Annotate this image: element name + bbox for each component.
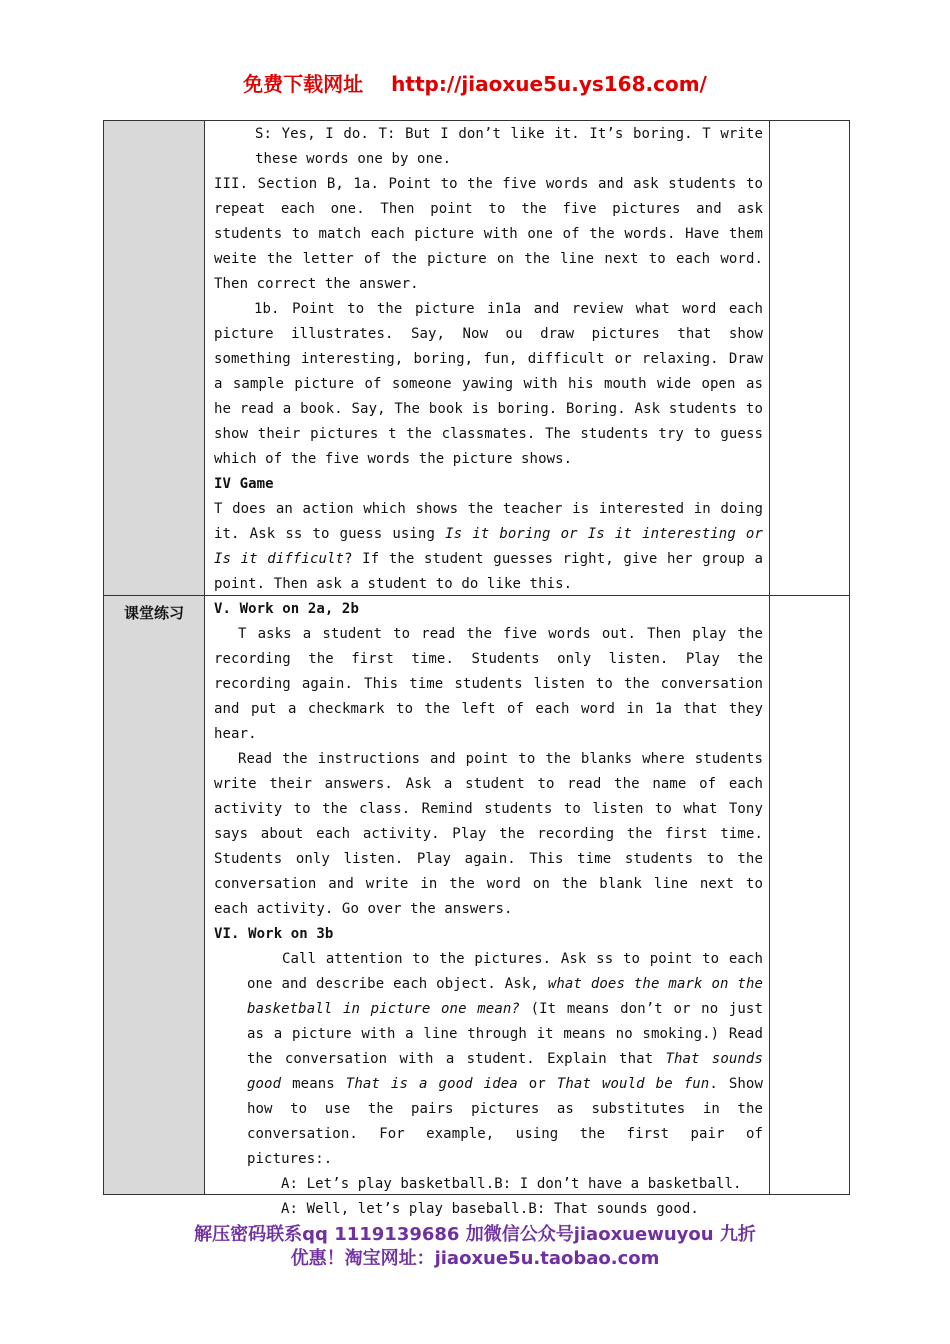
row-label: 课堂练习: [123, 604, 184, 622]
table-row: [104, 596, 850, 1195]
italic-text: That would be fun: [556, 1076, 710, 1092]
notes-cell: [770, 596, 850, 1195]
paragraph: 1b. Point to the picture in1a and review what word each picture illustrates. Say, Now ou draw pictures that show something interesting, boring, fun, difficult or relaxing. Draw a sample picture of someone yawing with his mouth wide open as he read a book. Say, The book is boring. Boring. Ask students to show their pictures t the classmates. The students try to guess which of the five words the picture shows.: [214, 301, 763, 467]
content-cell: [205, 121, 770, 596]
paragraph: S: Yes, I do. T: But I don’t like it. It’s boring. T write these words one by one.: [255, 126, 763, 167]
label-cell-empty: [104, 121, 205, 596]
italic-text: Is it boring or Is it interesting or Is it difficult: [214, 526, 763, 567]
section-heading: VI. Work on 3b: [214, 926, 334, 942]
paragraph: [214, 497, 763, 597]
paragraph: III. Section B, 1a. Point to the five words and ask students to repeat each one. Then point to the five pictures and ask students to match each picture with one of the words. Have them weite the letter of the picture on the line next to each word. Then correct the answer.: [214, 176, 763, 292]
italic-text: what does the mark on the basketball in picture one mean?: [247, 976, 764, 1017]
text-run: T does an action which shows the teacher is interested in doing it. Ask ss to guess using: [214, 501, 763, 542]
text-run: ? If the student guesses right, give her group a point. Then ask a student to do like this.: [214, 551, 763, 592]
text-run: . Show how to use the pairs pictures as substitutes in the conversation. For example, using the first pair of pictures:.: [247, 1076, 763, 1167]
section-heading: IV Game: [214, 476, 274, 492]
footer-line-1: 解压密码联系qq 1119139686 加微信公众号jiaoxuewuyou 九折: [194, 1224, 756, 1245]
dialog-line: A: Let’s play basketball.B: I don’t have a basketball.: [281, 1176, 742, 1192]
italic-text: That is a good idea: [345, 1076, 518, 1092]
dialog-line: A: Well, let’s play baseball.B: That sounds good.: [281, 1201, 699, 1217]
header-url-link[interactable]: http://jiaoxue5u.ys168.com/: [391, 72, 707, 96]
footer-line-2: 优惠！淘宝网址：jiaoxue5u.taobao.com: [290, 1248, 660, 1269]
paragraph: Read the instructions and point to the blanks where students write their answers. Ask a student to read the name of each activity to the class. Remind students to listen to what Tony says about each activity. Play the recording the first time. Students only listen. Play again. This time students to the conversation and write in the word on the blank line next to each activity. Go over the answers.: [214, 751, 763, 917]
page-header: [0, 68, 950, 97]
section-heading: V. Work on 2a, 2b: [214, 601, 359, 617]
label-cell: [104, 596, 205, 1195]
text-run: (It means don’t or no just as a picture with a line through it means no smoking.) Read the conversation with a student. Explain that: [247, 1001, 763, 1067]
paragraph: T asks a student to read the five words out. Then play the recording the first time. Students only listen. Play the recording again. This time students listen to the conversation and put a checkmark to the left of each word in 1a that they hear.: [214, 626, 763, 742]
italic-text: That sounds good: [247, 1051, 763, 1092]
text-run: Call attention to the pictures. Ask ss to point to each one and describe each object. Ask,: [247, 951, 763, 992]
indented-block: [214, 947, 763, 1172]
header-label: 免费下载网址: [243, 72, 364, 96]
content-cell: [205, 596, 770, 1217]
paragraph: [247, 947, 763, 1172]
notes-cell: [770, 121, 850, 596]
text-run: or: [517, 1076, 557, 1092]
table-row: [104, 121, 850, 596]
text-run: means: [281, 1076, 346, 1092]
lesson-table: [103, 120, 850, 1217]
